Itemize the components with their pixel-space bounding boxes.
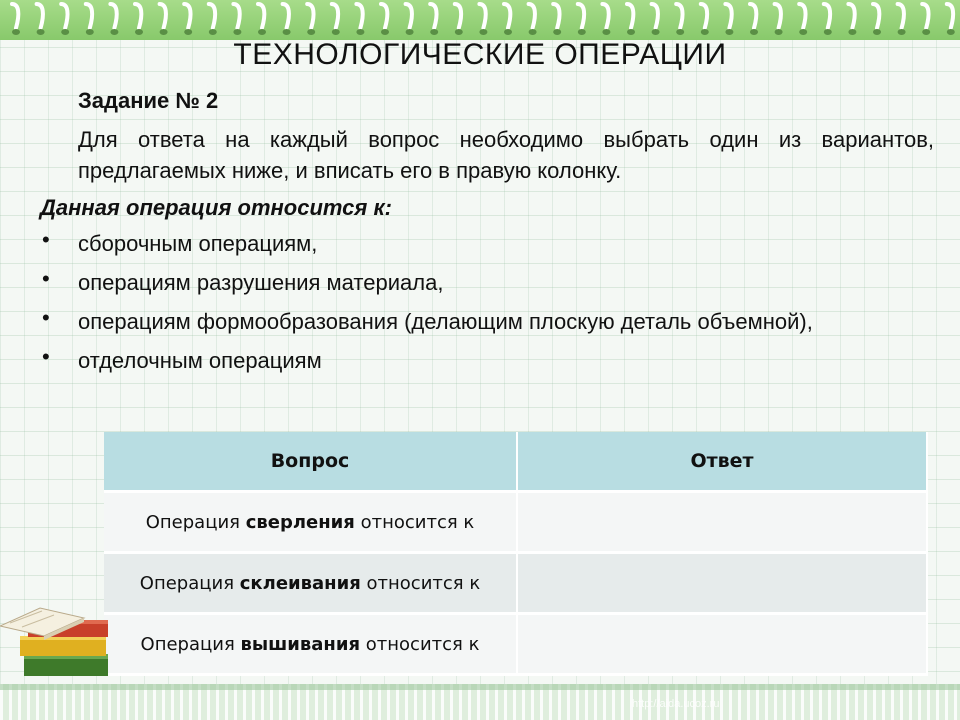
source-watermark: http://aida.ucoz.ru (632, 698, 720, 710)
question-keyword: вышивания (240, 633, 361, 655)
spiral-ring (553, 4, 559, 28)
ring-hole (873, 29, 881, 35)
question-prefix: Операция (139, 572, 240, 594)
option-text: операциям разрушения материала, (78, 270, 444, 295)
spiral-ring (209, 4, 215, 28)
spiral-ring (652, 4, 658, 28)
ring-hole (529, 29, 537, 35)
spiral-ring (750, 4, 756, 28)
ring-hole (160, 29, 168, 35)
ring-hole (184, 29, 192, 35)
spiral-ring (725, 4, 731, 28)
ring-hole (799, 29, 807, 35)
table-header-row (104, 432, 927, 492)
question-cell (104, 492, 517, 553)
ring-hole (258, 29, 266, 35)
ring-hole (479, 29, 487, 35)
ring-hole (652, 29, 660, 35)
question-keyword: сверления (245, 511, 355, 533)
spiral-ring (873, 4, 879, 28)
ring-hole (37, 29, 45, 35)
ring-hole (110, 29, 118, 35)
table-row (104, 492, 927, 553)
bullet-icon: • (42, 305, 50, 330)
ring-hole (135, 29, 143, 35)
ring-hole (775, 29, 783, 35)
bullet-icon: • (42, 344, 50, 369)
spiral-ring (184, 4, 190, 28)
option-text: операциям формообразования (делающим плоскую деталь объемной), (78, 309, 813, 334)
ring-hole (676, 29, 684, 35)
ring-hole (381, 29, 389, 35)
ring-hole (898, 29, 906, 35)
options-list (40, 227, 936, 386)
spiral-ring (61, 4, 67, 28)
spiral-ring (37, 4, 43, 28)
ring-hole (922, 29, 930, 35)
spiral-ring (430, 4, 436, 28)
spiral-ring (455, 4, 461, 28)
ring-hole (209, 29, 217, 35)
spiral-ring (356, 4, 362, 28)
ring-hole (504, 29, 512, 35)
spiral-ring (86, 4, 92, 28)
question-cell (104, 553, 517, 614)
option-text: отделочным операциям (78, 348, 322, 373)
instruction-text: Для ответа на каждый вопрос необходимо выбрать один из вариантов, предлагаемых ниже, и вписать его в правую колонку. (78, 127, 934, 183)
page-title: ТЕХНОЛОГИЧЕСКИЕ ОПЕРАЦИИ (233, 38, 727, 71)
spiral-ring (848, 4, 854, 28)
ring-hole (947, 29, 955, 35)
ring-hole (553, 29, 561, 35)
question-keyword: склеивания (239, 572, 361, 594)
answer-cell[interactable] (517, 492, 927, 553)
ring-hole (824, 29, 832, 35)
spiral-ring (479, 4, 485, 28)
spiral-ring (947, 4, 953, 28)
ring-hole (701, 29, 709, 35)
spiral-ring (504, 4, 510, 28)
spiral-ring (233, 4, 239, 28)
spiral-ring (824, 4, 830, 28)
spiral-ring (160, 4, 166, 28)
options-lead: Данная операция относится к: (40, 195, 392, 220)
ring-hole (233, 29, 241, 35)
spiral-ring (898, 4, 904, 28)
spiral-ring (406, 4, 412, 28)
ring-hole (578, 29, 586, 35)
spiral-ring (602, 4, 608, 28)
spiral-ring (12, 4, 18, 28)
table-row (104, 553, 927, 614)
ring-hole (283, 29, 291, 35)
ring-hole (750, 29, 758, 35)
spiral-ring (701, 4, 707, 28)
spiral-ring (283, 4, 289, 28)
question-suffix: относится к (354, 511, 475, 533)
ring-hole (356, 29, 364, 35)
bullet-icon: • (42, 227, 50, 252)
task-heading: Задание № 2 (78, 88, 219, 113)
ring-hole (725, 29, 733, 35)
spiral-ring (529, 4, 535, 28)
ring-hole (61, 29, 69, 35)
ring-hole (406, 29, 414, 35)
option-item (40, 266, 936, 297)
ring-hole (602, 29, 610, 35)
column-header-question: Вопрос (104, 432, 517, 492)
question-prefix: Операция (145, 511, 246, 533)
answer-cell[interactable] (517, 614, 927, 675)
answer-cell[interactable] (517, 553, 927, 614)
question-suffix: относится к (360, 572, 481, 594)
option-item (40, 305, 936, 336)
ring-hole (430, 29, 438, 35)
ring-hole (627, 29, 635, 35)
ring-hole (332, 29, 340, 35)
answer-table (104, 432, 928, 676)
ring-hole (86, 29, 94, 35)
spiral-ring (775, 4, 781, 28)
bullet-icon: • (42, 266, 50, 291)
spiral-ring (135, 4, 141, 28)
books-icon (0, 592, 120, 684)
notebook-bottom-band (0, 684, 960, 720)
ring-hole (455, 29, 463, 35)
ring-hole (307, 29, 315, 35)
spiral-ring (332, 4, 338, 28)
spiral-ring (922, 4, 928, 28)
spiral-ring (258, 4, 264, 28)
spiral-ring (307, 4, 313, 28)
table-row (104, 614, 927, 675)
spiral-ring (676, 4, 682, 28)
option-item (40, 344, 936, 375)
question-prefix: Операция (140, 633, 241, 655)
spiral-ring (578, 4, 584, 28)
spiral-ring (627, 4, 633, 28)
option-item (40, 227, 936, 258)
option-text: сборочным операциям, (78, 231, 318, 256)
ring-hole (12, 29, 20, 35)
question-suffix: относится к (360, 633, 480, 655)
ring-hole (848, 29, 856, 35)
column-header-answer: Ответ (517, 432, 927, 492)
spiral-ring (110, 4, 116, 28)
spiral-ring (799, 4, 805, 28)
question-cell (104, 614, 517, 675)
spiral-ring (381, 4, 387, 28)
